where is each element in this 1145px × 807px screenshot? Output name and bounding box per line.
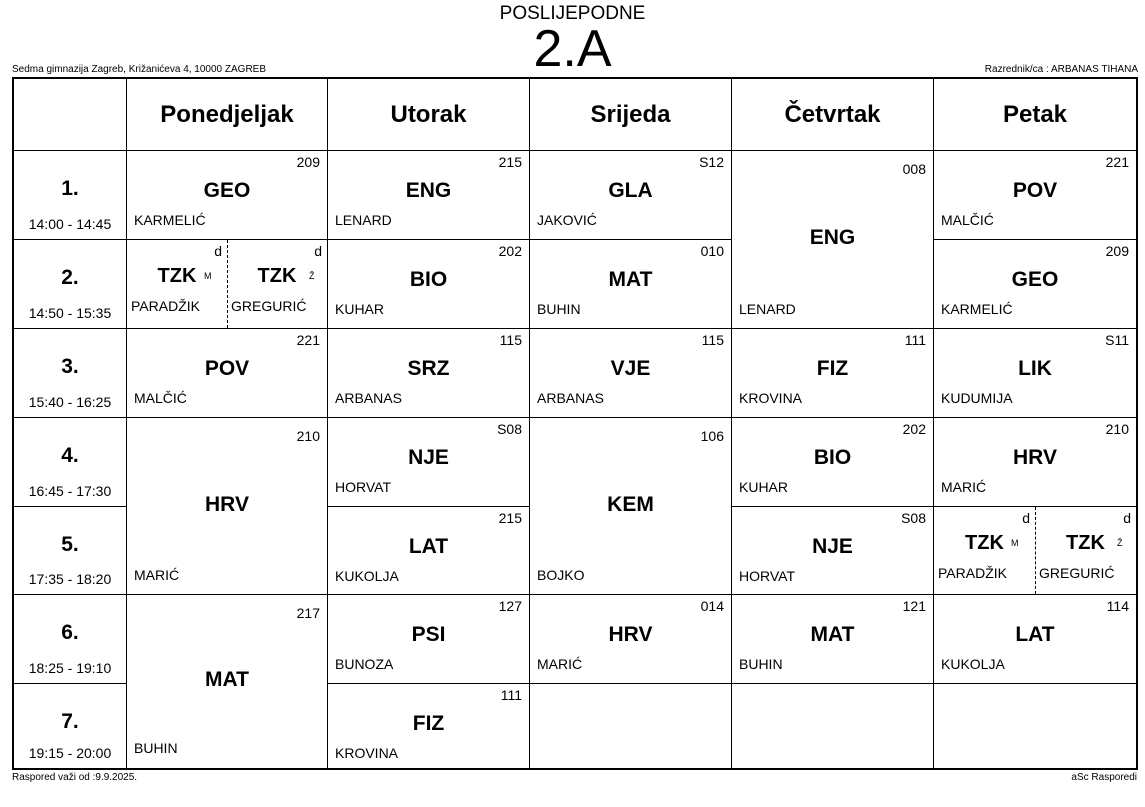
period-time: 14:50 - 15:35	[28, 305, 112, 321]
period-number: 2.	[61, 266, 79, 289]
subgroup-marker: Ž	[1117, 538, 1123, 548]
room-number: 115	[701, 332, 724, 348]
software-credit: aSc Rasporedi	[1071, 772, 1137, 783]
subject-code: GLA	[608, 179, 653, 202]
lesson-fri-5-split	[934, 507, 1136, 595]
teacher-name: KUHAR	[739, 479, 789, 495]
lesson-thu-3	[732, 329, 934, 418]
valid-from-note: Raspored važi od :9.9.2025.	[12, 772, 138, 783]
room-number: 008	[902, 161, 926, 177]
period-cell	[14, 151, 127, 240]
subject-code: LAT	[408, 535, 449, 558]
teacher-name: PARADŽIK	[938, 565, 1007, 581]
subject-code: PSI	[411, 623, 446, 646]
subject-code: TZK	[965, 532, 1004, 554]
corner-cell	[14, 79, 127, 151]
room-number: d	[1022, 510, 1030, 526]
period-number: 5.	[61, 533, 79, 556]
lesson-mon-6-7	[127, 595, 328, 768]
teacher-name: KUHAR	[335, 301, 385, 317]
lesson-fri-2	[934, 240, 1136, 329]
day-header-mon: Ponedjeljak	[127, 79, 328, 151]
period-number: 1.	[61, 177, 79, 200]
teacher-name: MARIĆ	[537, 656, 583, 672]
lesson-tue-1	[328, 151, 530, 240]
teacher-name: KUKOLJA	[335, 568, 399, 584]
teacher-name: KROVINA	[335, 745, 399, 761]
subject-code: TZK	[257, 265, 297, 287]
teacher-name: KUKOLJA	[941, 656, 1005, 672]
teacher-name: GREGURIĆ	[1039, 565, 1115, 581]
subject-code: GEO	[203, 179, 251, 202]
period-time: 14:00 - 14:45	[28, 216, 112, 232]
empty-cell	[530, 684, 732, 768]
teacher-name: KUDUMIJA	[941, 390, 1013, 406]
homeroom-teacher: Razrednik/ca : ARBANAS TIHANA	[984, 64, 1138, 75]
teacher-name: BUHIN	[739, 656, 783, 672]
lesson-wed-3	[530, 329, 732, 418]
subject-code: MAT	[205, 667, 249, 691]
room-number: 209	[296, 154, 320, 170]
lesson-fri-5-a	[934, 507, 1036, 594]
room-number: 202	[902, 421, 926, 437]
subject-code: NJE	[812, 535, 853, 558]
period-number: 3.	[61, 355, 79, 378]
period-time: 15:40 - 16:25	[28, 394, 112, 410]
period-cell	[14, 595, 127, 684]
subject-code: HRV	[1013, 446, 1057, 469]
room-number: 114	[1106, 598, 1129, 614]
room-number: 010	[700, 243, 724, 259]
room-number: 209	[1105, 243, 1129, 259]
room-number: 210	[1105, 421, 1129, 437]
lesson-fri-5-b	[1035, 507, 1136, 594]
lesson-tue-2	[328, 240, 530, 329]
teacher-name: HORVAT	[335, 479, 392, 495]
room-number: 111	[500, 687, 522, 703]
room-number: d	[214, 243, 222, 259]
subject-code: HRV	[205, 492, 249, 516]
teacher-name: JAKOVIĆ	[537, 212, 597, 228]
room-number: 217	[296, 605, 320, 621]
period-cell	[14, 684, 127, 768]
empty-cell	[732, 684, 934, 768]
room-number: d	[1123, 510, 1131, 526]
room-number: 106	[700, 428, 724, 444]
subject-code: TZK	[1066, 532, 1105, 554]
room-number: 221	[296, 332, 320, 348]
subject-code: MAT	[810, 623, 855, 646]
period-time: 17:35 - 18:20	[28, 571, 112, 587]
room-number: 111	[904, 332, 926, 348]
lesson-mon-2-b	[227, 240, 327, 328]
lesson-thu-4	[732, 418, 934, 507]
teacher-name: KARMELIĆ	[941, 301, 1013, 317]
lesson-tue-5	[328, 507, 530, 595]
subject-code: FIZ	[412, 712, 445, 735]
subject-code: POV	[204, 357, 250, 380]
day-header-tue: Utorak	[328, 79, 530, 151]
room-number: 202	[498, 243, 522, 259]
subject-code: GEO	[1011, 268, 1059, 291]
lesson-fri-4	[934, 418, 1136, 507]
teacher-name: BUHIN	[537, 301, 581, 317]
lesson-fri-1	[934, 151, 1136, 240]
teacher-name: KARMELIĆ	[134, 212, 206, 228]
period-number: 4.	[61, 444, 79, 467]
teacher-name: HORVAT	[739, 568, 796, 584]
day-header-wed: Srijeda	[530, 79, 732, 151]
subject-code: BIO	[813, 446, 852, 469]
lesson-mon-1	[127, 151, 328, 240]
subject-code: ENG	[405, 179, 452, 202]
period-cell	[14, 329, 127, 418]
day-header-thu: Četvrtak	[732, 79, 934, 151]
period-cell	[14, 418, 127, 507]
period-cell	[14, 507, 127, 595]
lesson-thu-6	[732, 595, 934, 684]
room-number: 127	[498, 598, 522, 614]
teacher-name: BUHIN	[134, 740, 178, 756]
teacher-name: GREGURIĆ	[231, 298, 307, 314]
school-address: Sedma gimnazija Zagreb, Križanićeva 4, 10000 ZAGREB	[12, 64, 267, 75]
teacher-name: BUNOZA	[335, 656, 394, 672]
teacher-name: LENARD	[335, 212, 392, 228]
room-number: S08	[901, 510, 926, 526]
lesson-wed-4-5	[530, 418, 732, 595]
subject-code: ENG	[809, 226, 856, 249]
lesson-fri-3	[934, 329, 1136, 418]
period-number: 7.	[61, 710, 79, 733]
room-number: S08	[497, 421, 522, 437]
subject-code: KEM	[607, 492, 654, 516]
period-time: 19:15 - 20:00	[28, 745, 112, 761]
subgroup-marker: Ž	[309, 271, 315, 281]
room-number: 121	[902, 598, 926, 614]
room-number: 215	[498, 154, 522, 170]
subject-code: POV	[1012, 179, 1058, 202]
lesson-wed-6	[530, 595, 732, 684]
room-number: S12	[699, 154, 724, 170]
empty-cell	[934, 684, 1136, 768]
class-title: 2.A	[533, 20, 612, 78]
lesson-mon-2-split	[127, 240, 328, 329]
subject-code: LAT	[1015, 623, 1055, 646]
lesson-thu-1-2	[732, 151, 934, 329]
subject-code: TZK	[157, 265, 197, 287]
subject-code: LIK	[1018, 357, 1052, 380]
lesson-tue-6	[328, 595, 530, 684]
room-number: S11	[1105, 332, 1129, 348]
teacher-name: MARIĆ	[941, 479, 987, 495]
lesson-thu-5	[732, 507, 934, 595]
day-header-fri: Petak	[934, 79, 1136, 151]
subject-code: HRV	[608, 623, 653, 646]
subject-code: BIO	[409, 268, 448, 291]
room-number: 115	[499, 332, 522, 348]
lesson-mon-2-a	[127, 240, 228, 328]
lesson-mon-3	[127, 329, 328, 418]
room-number: 014	[700, 598, 724, 614]
subject-code: NJE	[408, 446, 449, 469]
teacher-name: ARBANAS	[335, 390, 402, 406]
lesson-tue-7	[328, 684, 530, 768]
teacher-name: LENARD	[739, 301, 796, 317]
shift-label: POSLIJEPODNE	[499, 3, 646, 24]
timetable-grid	[12, 77, 1138, 770]
lesson-fri-6	[934, 595, 1136, 684]
teacher-name: MALČIĆ	[941, 212, 994, 228]
room-number: 210	[296, 428, 320, 444]
room-number: 221	[1105, 154, 1129, 170]
period-number: 6.	[61, 621, 79, 644]
lesson-wed-2	[530, 240, 732, 329]
subject-code: SRZ	[407, 357, 450, 380]
subject-code: FIZ	[816, 357, 849, 380]
subject-code: VJE	[610, 357, 651, 380]
teacher-name: MALČIĆ	[134, 390, 187, 406]
room-number: d	[314, 243, 322, 259]
subgroup-marker: M	[1011, 538, 1019, 548]
teacher-name: BOJKO	[537, 567, 585, 583]
period-time: 16:45 - 17:30	[28, 483, 112, 499]
subject-code: MAT	[608, 268, 653, 291]
room-number: 215	[498, 510, 522, 526]
period-time: 18:25 - 19:10	[28, 660, 112, 676]
lesson-tue-4	[328, 418, 530, 507]
teacher-name: MARIĆ	[134, 567, 180, 583]
lesson-tue-3	[328, 329, 530, 418]
teacher-name: ARBANAS	[537, 390, 604, 406]
lesson-wed-1	[530, 151, 732, 240]
subgroup-marker: M	[204, 271, 212, 281]
teacher-name: PARADŽIK	[131, 298, 200, 314]
period-cell	[14, 240, 127, 329]
lesson-mon-4-5	[127, 418, 328, 595]
teacher-name: KROVINA	[739, 390, 803, 406]
